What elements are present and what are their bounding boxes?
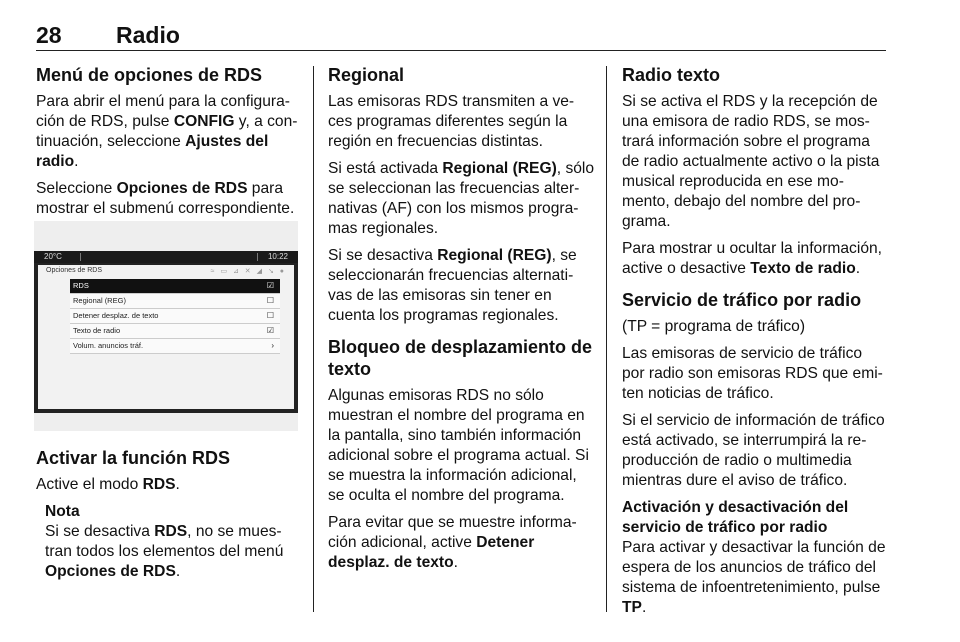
rds-menu-item (70, 324, 280, 339)
clock-readout: 10:22 (267, 252, 288, 261)
traffic-activation-para: Para activar y desactivar la función de espera de los anuncios de tráfico del sistema de infoentretenimiento, pulse TP. (622, 539, 886, 616)
regional-para-2: Si está activada Regional (REG), sólo se seleccionan las frecuencias alter- nativas (AF) con los mismos progra- mas regionales. (328, 160, 595, 237)
temperature-readout: 20°C (44, 252, 62, 261)
traffic-service-para-3: Si el servicio de información de tráfico está activado, se interrumpirá la re- producción de radio o multimedia mientras dure el aviso de tráfico. (622, 412, 885, 489)
status-separator (80, 253, 81, 261)
rds-menu-item (70, 294, 280, 309)
bold-term: Detener (476, 534, 535, 551)
bold-term: radio (36, 153, 75, 170)
bold-term: Regional (REG) (437, 247, 552, 264)
page-number: 28 (36, 22, 62, 48)
radio-text-para-1: Si se activa el RDS y la recepción de una emisora de radio RDS, se mos- trará información sobre el programa de radio actualmente activo o la pista musical reproducida en ese mo- mento, debajo del nombre del pro- grama. (622, 93, 880, 230)
radio-text-para-2: Para mostrar u ocultar la información, active o desactive Texto de radio. (622, 240, 882, 277)
rds-menu-item (70, 279, 280, 294)
regional-para-3: Si se desactiva Regional (REG), se seleccionarán frecuencias alternati- vas de las emisoras sin tener en cuenta los programas regionales. (328, 247, 577, 324)
rds-menu-screenshot (34, 221, 298, 431)
display-screen (34, 251, 298, 413)
bold-term: Texto de radio (750, 260, 856, 277)
panel-title: Opciones de RDS (46, 267, 103, 274)
checkbox-icon: ☑ (266, 281, 274, 290)
rds-options-para-1: Para abrir el menú para la configura- ción de RDS, pulse CONFIG y, a con- tinuación, seleccione Ajustes del radio. (36, 93, 298, 170)
checkbox-icon: ☐ (266, 311, 274, 320)
column-divider-2 (606, 66, 607, 612)
options-panel (38, 265, 294, 409)
column-divider-1 (313, 66, 314, 612)
bold-term: Opciones de RDS (45, 563, 176, 580)
regional-heading: Regional (328, 65, 405, 85)
traffic-service-para-2: Las emisoras de servicio de tráfico por radio son emisoras RDS que emi- ten noticias de tráfico. (622, 345, 883, 402)
rds-menu-item-label: Detener desplaz. de texto (73, 311, 159, 320)
bold-term: Ajustes del (185, 133, 269, 150)
rds-menu-item (70, 309, 280, 324)
traffic-service-heading: Servicio de tráfico por radio (622, 290, 862, 310)
bold-term: CONFIG (173, 113, 235, 130)
status-separator (257, 253, 258, 261)
rds-menu-item-label: Volum. anuncios tráf. (73, 341, 144, 350)
column-3 (622, 64, 892, 625)
text-scroll-para-2: Para evitar que se muestre informa- ción adicional, active Detener desplaz. de texto. (328, 514, 577, 571)
activate-rds-heading: Activar la función RDS (36, 448, 231, 468)
bold-term: RDS (154, 523, 188, 540)
chapter-title: Radio (116, 22, 180, 48)
bold-term: Regional (REG) (442, 160, 557, 177)
rds-options-para-2: Seleccione Opciones de RDS para mostrar el submenú correspondiente. (36, 180, 295, 217)
text-scroll-para-1: Algunas emisoras RDS no sólo muestran el nombre del programa en la pantalla, sino también información adicional sobre el programa actual. Si se muestra la información adicional, se oculta el nombre del programa. (328, 387, 589, 504)
column-2 (328, 64, 600, 580)
radio-text-heading: Radio texto (622, 65, 721, 85)
column-1 (36, 64, 302, 226)
checkbox-icon: › (271, 341, 274, 350)
traffic-service-para-1: (TP = programa de tráfico) (622, 318, 806, 335)
bold-term: desplaz. de texto (328, 554, 454, 571)
traffic-activation-heading: Activación y desactivación del servicio de tráfico por radio (622, 499, 849, 536)
rds-menu-item-label: Texto de radio (73, 326, 121, 335)
header-divider (36, 50, 886, 51)
rds-menu-item-label: Regional (REG) (73, 296, 126, 305)
rds-menu-item-label: RDS (73, 281, 89, 290)
checkbox-icon: ☐ (266, 296, 274, 305)
text-scroll-lock-heading: Bloqueo de desplazamiento de texto (328, 337, 593, 379)
rds-options-heading: Menú de opciones de RDS (36, 65, 263, 85)
bold-term: RDS (142, 476, 176, 493)
note-title: Nota (45, 503, 80, 520)
rds-menu-item (70, 339, 280, 354)
bold-term: TP (622, 599, 642, 616)
page-header (36, 22, 886, 50)
regional-para-1: Las emisoras RDS transmiten a ve- ces programas diferentes según la región en frecuencias distintas. (328, 93, 575, 150)
activate-rds-para: Active el modo RDS. (36, 476, 180, 493)
rds-options-menu (70, 279, 280, 354)
note-box (45, 502, 302, 582)
checkbox-icon: ☑ (266, 326, 274, 335)
bold-term: Opciones de RDS (116, 180, 248, 197)
column-1-lower (36, 447, 302, 589)
note-text: Si se desactiva RDS, no se mues- tran todos los elementos del menú Opciones de RDS. (45, 523, 284, 580)
display-status-bar (34, 251, 298, 263)
status-icons: ≈ ▭ ⊿ ✕ ◢ ↘ ● (210, 268, 286, 275)
